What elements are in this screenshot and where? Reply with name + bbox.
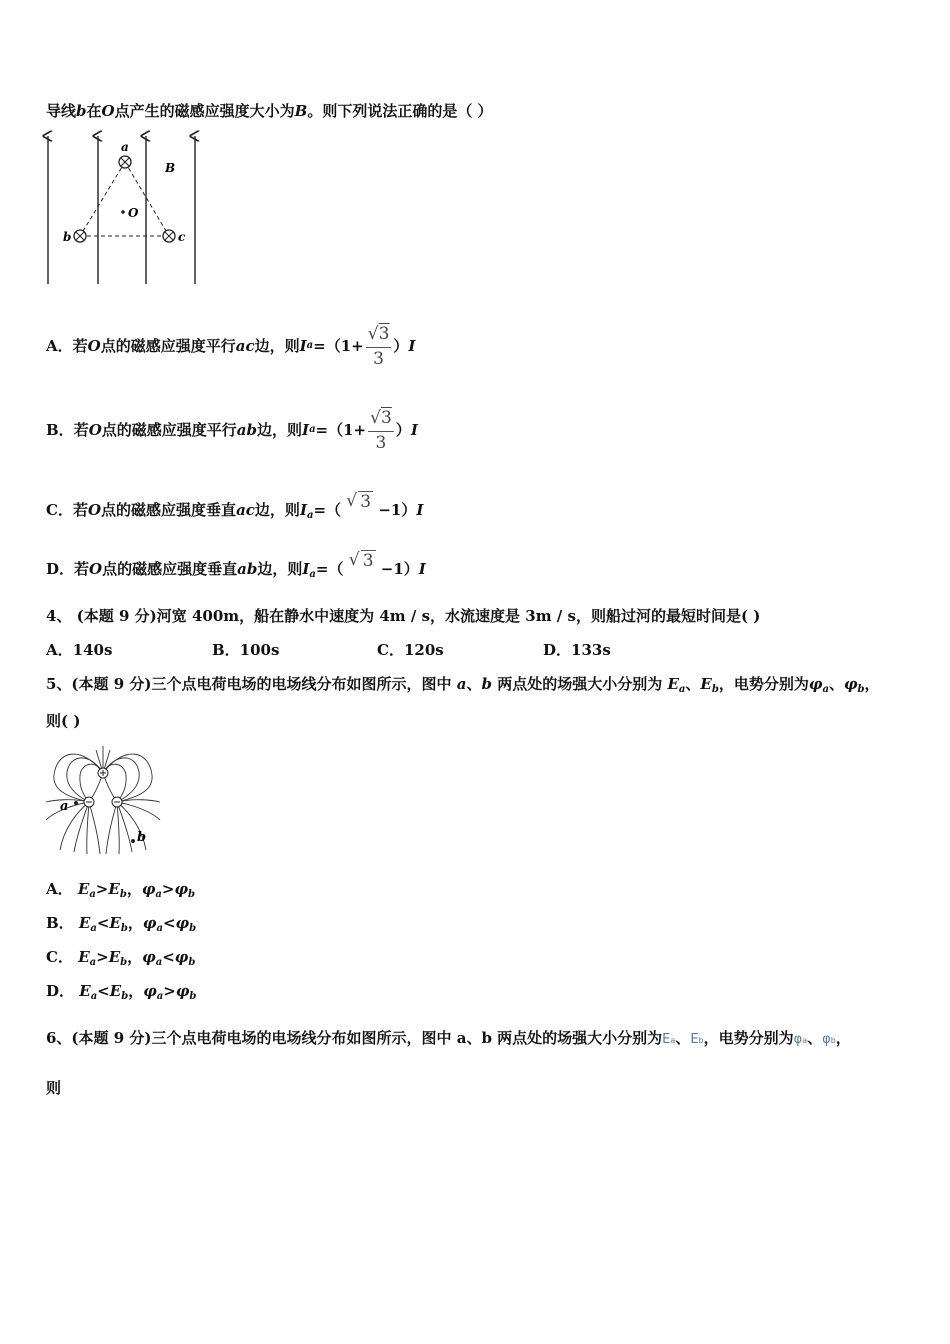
q3-stem: 导线b在O点产生的磁感应强度大小为B。则下列说法正确的是（ ） (46, 102, 493, 120)
q4-option-a[interactable]: A．140s (46, 641, 113, 659)
q5-option-d[interactable]: D． $E_a<E_b$，$\varphi_a>\varphi_b$ (46, 982, 197, 1002)
point-a (74, 801, 78, 805)
q4-option-d[interactable]: D．133s (543, 641, 611, 659)
label-b: b (63, 230, 72, 244)
magnetic-field-figure (38, 128, 208, 288)
label-c: c (178, 230, 186, 244)
point-b (131, 839, 135, 843)
wire-b (74, 230, 86, 242)
phi-a-image-text: φa (793, 1032, 808, 1047)
phi-b-image-text: φb (822, 1032, 836, 1047)
q5-stem: 5、(本题 9 分)三个点电荷电场的电场线分布如图所示，图中 a、b 两点处的场强大小分别为 $E_a$、$E_b$，电势分别为$\varphi_a$、$\varphi_b$， (46, 675, 880, 695)
q4-stem: 4、 (本题 9 分)河宽 400m，船在静水中速度为 4m / s，水流速度是 3m / s，则船过河的最短时间是( ) (46, 607, 761, 625)
q6-stem: 6、(本题 9 分)三个点电荷电场的电场线分布如图所示，图中 a、b 两点处的场强大小分别为Ea、Eb，电势分别为φa、φb， (46, 1029, 851, 1047)
q5-option-b[interactable]: B． $E_a<E_b$，$\varphi_a<\varphi_b$ (46, 914, 197, 934)
q3-option-c[interactable]: C．若O点的磁感应强度垂直ac边，则$I_a=$（ √ 3 −1）I (46, 491, 424, 521)
triangle-edge (80, 162, 125, 236)
q4-option-b[interactable]: B．100s (212, 641, 280, 659)
sqrt-3: √ 3 (348, 550, 374, 571)
negative-charge-right (112, 797, 122, 807)
electric-field-figure (42, 740, 167, 858)
fig-label-a: a (60, 799, 69, 814)
fraction-sqrt3-over-3: $\frac{√3}{3}$ (370, 407, 392, 453)
label-O: O (128, 206, 139, 220)
label-a: a (121, 140, 129, 154)
triangle-edge (125, 162, 169, 236)
fraction-sqrt3-over-3: $\frac{√3}{3}$ (367, 323, 390, 369)
fig-label-b: b (137, 830, 147, 845)
q5-option-a[interactable]: A． $E_a>E_b$，$\varphi_a>\varphi_b$ (46, 880, 196, 900)
wire-a (119, 156, 131, 168)
q5-stem-line2: 则( ) (46, 712, 81, 730)
Ea-image-text: Ea (662, 1032, 676, 1047)
q3-option-b[interactable]: B． 若 O 点的磁感应强度平行 ab 边，则 I a =（1+ $\frac{√3}{3}$ ） I (46, 407, 418, 453)
label-B: B (165, 161, 176, 175)
wire-c (163, 230, 175, 242)
Eb-image-text: Eb (690, 1032, 704, 1047)
q5-option-c[interactable]: C． $E_a>E_b$，$\varphi_a<\varphi_b$ (46, 948, 196, 968)
positive-charge (98, 768, 108, 778)
negative-charge-left (84, 797, 94, 807)
q4-option-c[interactable]: C．120s (377, 641, 444, 659)
q3-option-d[interactable]: D．若O点的磁感应强度垂直ab边，则$I_a=$（ √ 3 −1）I (46, 550, 426, 580)
q3-option-a[interactable]: A． 若 O 点的磁感应强度平行 ac 边，则 I a =（1+ $\frac{√3}{3}$ ） I (46, 323, 416, 369)
point-O (121, 210, 125, 214)
q6-stem-line2: 则 (46, 1079, 62, 1097)
sqrt-3: √ 3 (346, 491, 372, 512)
